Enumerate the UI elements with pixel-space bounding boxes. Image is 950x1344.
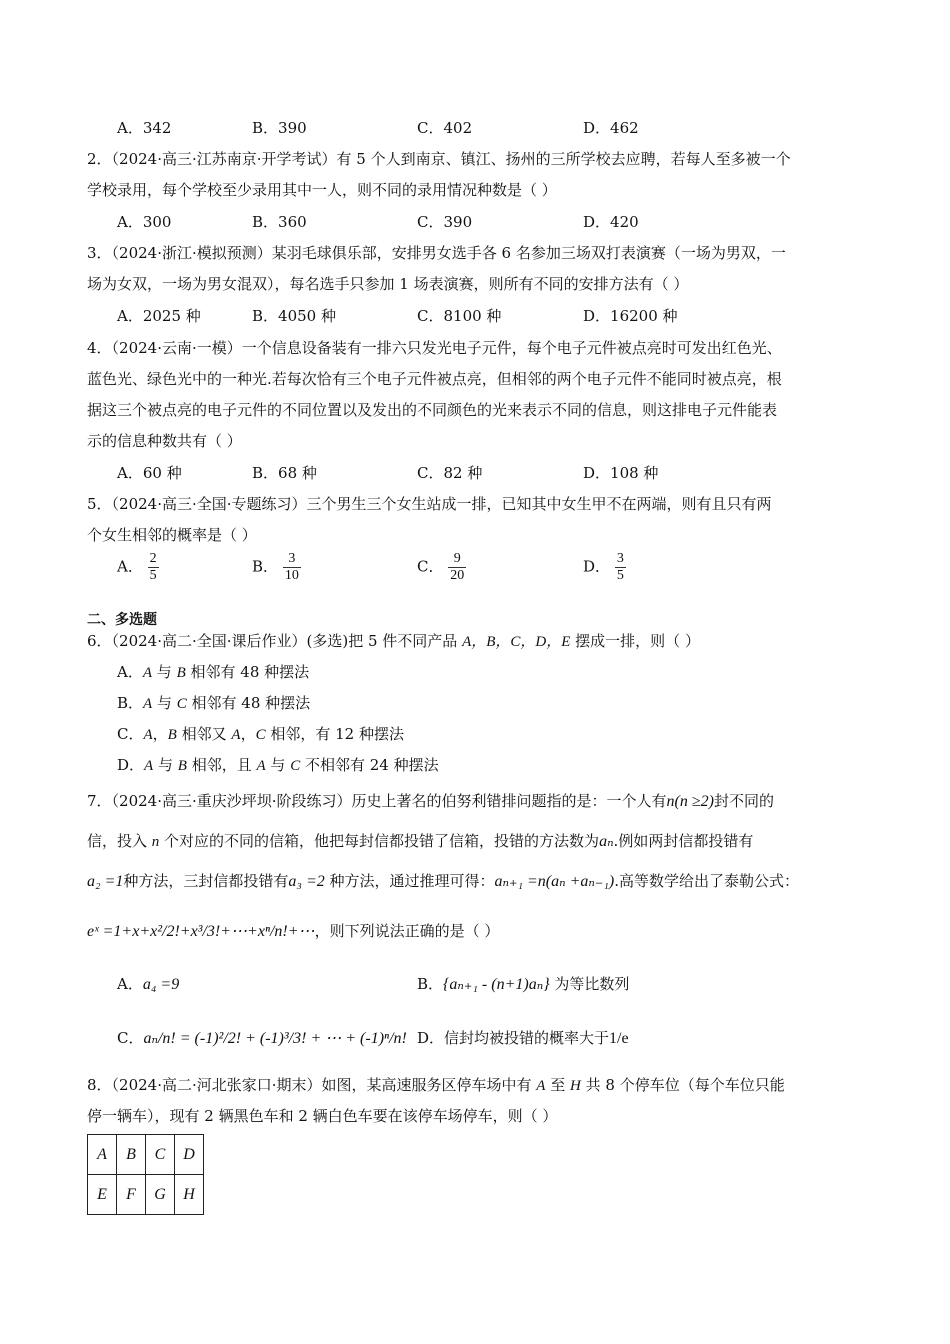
- q5-stem-line1: 5．（2024·高三·全国·专题练习）三个男生三个女生站成一排，已知其中女生甲不在两端，则有且只有两: [87, 495, 772, 513]
- q5-c-den: 20: [450, 568, 465, 584]
- q1-option-d: D．462: [583, 119, 639, 137]
- q7-option-c-math: aₙ/n! = (-1)²/2! + (-1)³/3! + ⋯ + (-1)ⁿ/n!: [143, 1030, 407, 1047]
- q6b-1: A: [143, 696, 153, 712]
- q3-stem-line1: 3．（2024·浙江·模拟预测）某羽毛球俱乐部，安排男女选手各 6 名参加三场双打表演赛（一场为男双，一: [87, 244, 786, 262]
- q5-a-num: 2: [149, 551, 157, 566]
- q7-option-d-math: 1/e: [609, 1030, 629, 1047]
- q4-option-d: D．108 种: [583, 464, 659, 482]
- q7-taylor-formula: eˣ =1+x+x²/2!+x³/3!+⋯+xⁿ/n!+⋯: [87, 923, 315, 940]
- parking-slot-c: C: [146, 1135, 175, 1175]
- q6a-2: 与: [152, 663, 177, 681]
- q6c-0: C．: [117, 725, 144, 743]
- q7-stem-line3: [87, 870, 799, 891]
- q6a-4: 相邻有 48 种摆法: [185, 663, 310, 681]
- q8-stem-line1: [87, 1074, 785, 1095]
- q4-option-a: A．60 种: [117, 464, 182, 482]
- q6d-0: D．: [117, 756, 145, 774]
- q7-line3-math3: aₙ₊₁ =n(aₙ +aₙ₋₁): [494, 873, 615, 890]
- q6d-1: A: [144, 758, 154, 774]
- q7-option-a-label: A．: [117, 975, 143, 993]
- q7-option-d-text: 信封均被投错的概率大于: [444, 1029, 610, 1047]
- q5-b-num: 3: [288, 551, 296, 566]
- q2-stem-line1: 2．（2024·高三·江苏南京·开学考试）有 5 个人到南京、镇江、扬州的三所学校去应聘，若每人至多被一个: [87, 150, 791, 168]
- q6a-3: B: [176, 665, 186, 681]
- q5-a-den: 5: [149, 568, 157, 584]
- q7-option-d-label: D．: [417, 1029, 445, 1047]
- q7-option-b-text: 为等比数列: [549, 975, 630, 993]
- section-heading-multi-choice: 二、多选题: [87, 612, 157, 628]
- q7-stem-line1: [87, 790, 774, 811]
- q6d-4: 相邻，且: [186, 756, 257, 774]
- q4-stem-line1: 4．（2024·云南·一模）一个信息设备装有一排六只发光电子元件，每个电子元件被点亮时可发出红色光、: [87, 339, 782, 357]
- q5-option-d: [583, 551, 626, 584]
- q7-option-c-label: C．: [117, 1029, 144, 1047]
- q5-option-d-label: D．: [583, 557, 611, 576]
- q3-option-b: B．4050 种: [252, 307, 336, 325]
- q8-line1-mid: 至: [545, 1076, 571, 1094]
- q7-stem-line2: [87, 830, 753, 851]
- parking-slot-d: D: [175, 1135, 204, 1175]
- q1-option-a: A．342: [117, 119, 172, 137]
- q5-b-den: 10: [284, 568, 299, 584]
- parking-slot-h: H: [175, 1175, 204, 1215]
- q8-var-a: A: [536, 1078, 546, 1094]
- q5-option-c: [417, 551, 466, 584]
- q8-line1-b: 共 8 个停车位（每个车位只能: [580, 1076, 785, 1094]
- q6c-1: A: [143, 727, 153, 743]
- parking-slot-f: F: [117, 1175, 146, 1215]
- q2-option-a: A．300: [117, 213, 172, 231]
- q5-option-b-label: B．: [252, 557, 279, 576]
- q7-line2-c: .例如两封信都投错有: [613, 832, 754, 850]
- parking-slot-g: G: [146, 1175, 175, 1215]
- q7-line4-b: ，则下列说法正确的是（ ）: [314, 922, 500, 940]
- q7-line3-b: 种方法，通过推理可得：: [324, 872, 495, 890]
- q7-option-a: [117, 973, 179, 994]
- q4-stem-line2: 蓝色光、绿色光中的一种光.若每次恰有三个电子元件被点亮，但相邻的两个电子元件不能同时被点亮，根: [87, 370, 782, 388]
- q8-var-h: H: [570, 1078, 581, 1094]
- q2-option-d: D．420: [583, 213, 639, 231]
- q1-option-c: C．402: [417, 119, 473, 137]
- q5-option-a-fraction: [148, 551, 159, 584]
- q1-option-b: B．390: [252, 119, 307, 137]
- q2-option-c: C．390: [417, 213, 473, 231]
- q6-stem-part2: 摆成一排，则（ ）: [570, 632, 700, 650]
- q6d-2: 与: [153, 756, 178, 774]
- q6d-5: A: [256, 758, 266, 774]
- q7-line1-text: 7．（2024·高三·重庆沙坪坝·阶段练习）历史上著名的伯努利错排问题指的是：一个人有: [87, 792, 667, 810]
- q5-option-c-label: C．: [417, 557, 444, 576]
- q7-line2-n: n: [151, 834, 160, 850]
- q7-line1-tail: 封不同的: [713, 792, 774, 810]
- parking-row-1: [88, 1135, 204, 1175]
- q6-stem: [87, 630, 700, 651]
- q6b-0: B．: [117, 694, 144, 712]
- q7-option-b-math: {aₙ₊₁ - (n+1)aₙ}: [443, 976, 550, 993]
- q6-stem-part1: 6．（2024·高二·全国·课后作业）(多选)把 5 件不同产品: [87, 632, 463, 650]
- q7-line3-math1: a₂ =1: [87, 873, 124, 890]
- q8-stem-line2: 停一辆车），现有 2 辆黑色车和 2 辆白色车要在该停车场停车，则（ ）: [87, 1107, 558, 1125]
- q7-line3-math2: a₃ =2: [288, 873, 325, 890]
- q6c-7: C: [255, 727, 266, 743]
- parking-slot-e: E: [88, 1175, 117, 1215]
- parking-slot-a: A: [88, 1135, 117, 1175]
- q6-product-vars: A，B，C，D，E: [462, 634, 571, 650]
- q6-option-c: [117, 723, 404, 744]
- q5-option-b-fraction: [283, 551, 301, 584]
- q6c-4: 相邻又: [176, 725, 232, 743]
- q5-d-num: 3: [616, 551, 624, 566]
- q7-option-c: [117, 1027, 407, 1048]
- q6a-1: A: [142, 665, 153, 681]
- q6-option-d: [117, 754, 439, 775]
- q6c-6: ，: [240, 725, 256, 743]
- q6b-2: 与: [152, 694, 177, 712]
- q6c-5: A: [231, 727, 241, 743]
- q6b-3: C: [176, 696, 187, 712]
- q5-c-num: 9: [453, 551, 461, 566]
- q7-option-a-math: a₄ =9: [142, 976, 180, 993]
- q6d-3: B: [177, 758, 187, 774]
- q7-option-d: [417, 1027, 629, 1048]
- q3-stem-line2: 场为女双，一场为男女混双），每名选手只参加 1 场表演赛，则所有不同的安排方法有（ ）: [87, 275, 689, 293]
- q6-option-a: [117, 661, 309, 682]
- parking-row-2: [88, 1175, 204, 1215]
- q4-option-b: B．68 种: [252, 464, 317, 482]
- q6b-4: 相邻有 48 种摆法: [186, 694, 311, 712]
- q6d-8: 不相邻有 24 种摆法: [300, 756, 439, 774]
- q7-option-b-label: B．: [417, 975, 444, 993]
- q6c-3: B: [167, 727, 177, 743]
- q5-option-b: [252, 551, 301, 584]
- q6d-6: 与: [265, 756, 291, 774]
- q5-option-d-fraction: [615, 551, 626, 584]
- q5-stem-line2: 个女生相邻的概率是（ ）: [87, 526, 257, 544]
- q7-option-b: [417, 973, 629, 994]
- q4-stem-line3: 据这三个被点亮的电子元件的不同位置以及发出的不同颜色的光来表示不同的信息，则这排电子元件能表: [87, 401, 778, 419]
- q3-option-c: C．8100 种: [417, 307, 502, 325]
- q5-option-a-label: A．: [117, 557, 143, 576]
- q6a-0: A．: [117, 663, 143, 681]
- parking-grid: [87, 1134, 204, 1215]
- q8-line1-a: 8．（2024·高二·河北张家口·期末）如图，某高速服务区停车场中有: [87, 1076, 537, 1094]
- q5-d-den: 5: [616, 568, 624, 584]
- q6-option-b: [117, 692, 310, 713]
- q2-stem-line2: 学校录用，每个学校至少录用其中一人，则不同的录用情况种数是（ ）: [87, 181, 557, 199]
- q5-option-a: [117, 551, 159, 584]
- q5-option-c-fraction: [448, 551, 466, 584]
- q7-line3-c: .高等数学给出了泰勒公式：: [614, 872, 800, 890]
- q3-option-d: D．16200 种: [583, 307, 678, 325]
- q7-line3-a: 种方法，三封信都投错有: [123, 872, 289, 890]
- q6c-8: 相邻，有 12 种摆法: [265, 725, 404, 743]
- q7-line1-math: n(n ≥2): [666, 793, 714, 810]
- q4-option-c: C．82 种: [417, 464, 483, 482]
- q2-option-b: B．360: [252, 213, 307, 231]
- q4-stem-line4: 示的信息种数共有（ ）: [87, 432, 242, 450]
- q6c-2: ，: [152, 725, 168, 743]
- q7-stem-line4: [87, 920, 499, 941]
- parking-slot-b: B: [117, 1135, 146, 1175]
- q6d-7: C: [290, 758, 301, 774]
- q7-line2-math: aₙ: [599, 833, 614, 850]
- q7-line2-a: 信，投入: [87, 832, 152, 850]
- q3-option-a: A．2025 种: [117, 307, 201, 325]
- q7-line2-b: 个对应的不同的信箱，他把每封信都投错了信箱，投错的方法数为: [159, 832, 600, 850]
